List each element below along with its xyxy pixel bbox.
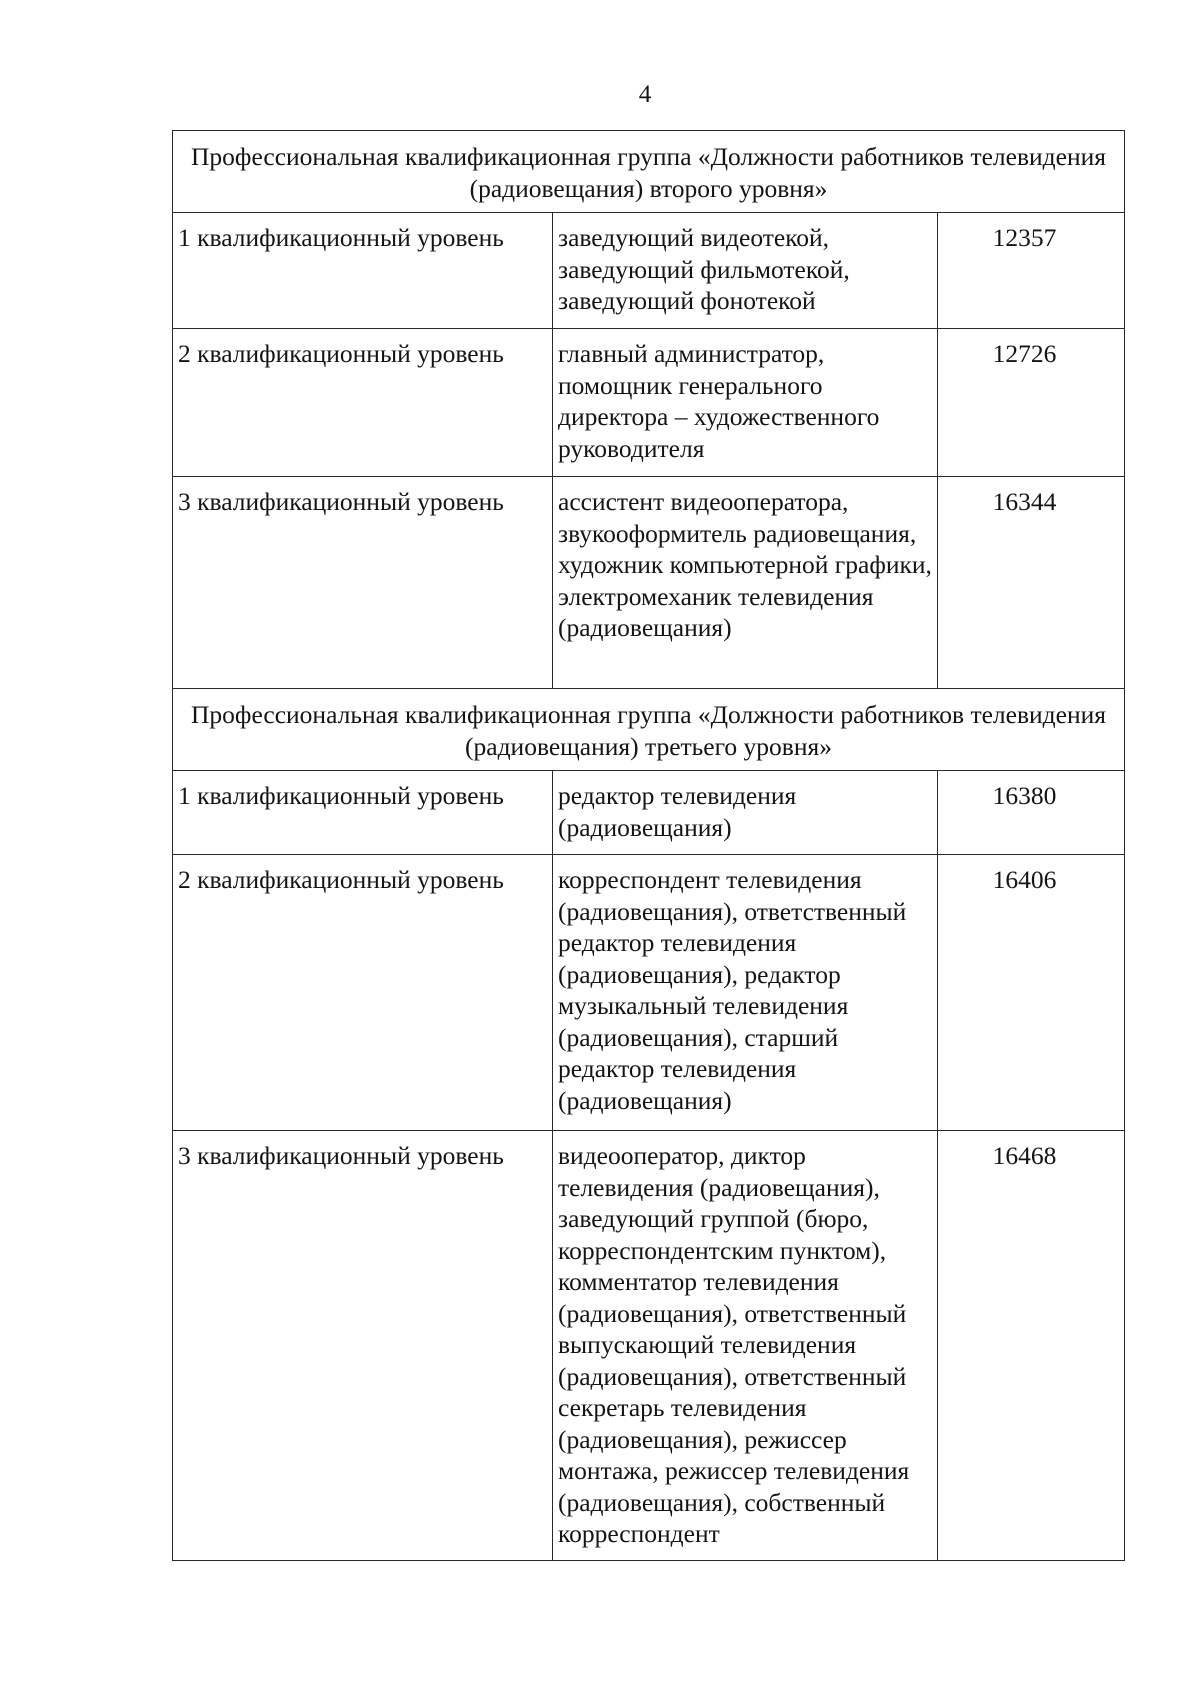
- qualification-level: 2 квалификационный уровень: [173, 855, 553, 1131]
- position-code: 12726: [938, 329, 1125, 477]
- qualification-level: 1 квалификационный уровень: [173, 771, 553, 855]
- positions-list: ассистент видеооператора, звукооформитель радиовещания, художник компьютерной графики, электромеханик телевидения (радиовещания): [553, 477, 938, 689]
- group-title: Профессиональная квалификационная группа «Должности работников телевидения (радиовещания) второго уровня»: [173, 131, 1125, 213]
- positions-list: главный администратор, помощник генерального директора – художественного руководителя: [553, 329, 938, 477]
- qualification-level: 2 квалификационный уровень: [173, 329, 553, 477]
- position-code: 12357: [938, 213, 1125, 329]
- position-code: 16468: [938, 1131, 1125, 1561]
- table-row: [173, 329, 1125, 477]
- table-row: [173, 477, 1125, 689]
- qualification-level: 3 квалификационный уровень: [173, 477, 553, 689]
- positions-list: редактор телевидения (радиовещания): [553, 771, 938, 855]
- positions-list: видеооператор, диктор телевидения (радиовещания), заведующий группой (бюро, корреспондентским пунктом), комментатор телевидения (радиовещания), ответственный выпускающий телевидения (радиовещания), ответственный секретарь телевидения (радиовещания), режиссер монтажа, режиссер телевидения (радиовещания), собственный корреспондент: [553, 1131, 938, 1561]
- table-row: [173, 1131, 1125, 1561]
- position-code: 16380: [938, 771, 1125, 855]
- table-row: [173, 213, 1125, 329]
- positions-list: заведующий видеотекой, заведующий фильмотекой, заведующий фонотекой: [553, 213, 938, 329]
- qualification-level: 1 квалификационный уровень: [173, 213, 553, 329]
- position-code: 16344: [938, 477, 1125, 689]
- qualification-table: [172, 130, 1125, 1561]
- page-number: 4: [638, 81, 652, 108]
- table-row: [173, 855, 1125, 1131]
- position-code: 16406: [938, 855, 1125, 1131]
- qualification-level: 3 квалификационный уровень: [173, 1131, 553, 1561]
- positions-list: корреспондент телевидения (радиовещания), ответственный редактор телевидения (радиовещания), редактор музыкальный телевидения (радиовещания), старший редактор телевидения (радиовещания): [553, 855, 938, 1131]
- group-header-row: [173, 131, 1125, 213]
- group-header-row: [173, 689, 1125, 771]
- group-title: Профессиональная квалификационная группа «Должности работников телевидения (радиовещания) третьего уровня»: [173, 689, 1125, 771]
- table-row: [173, 771, 1125, 855]
